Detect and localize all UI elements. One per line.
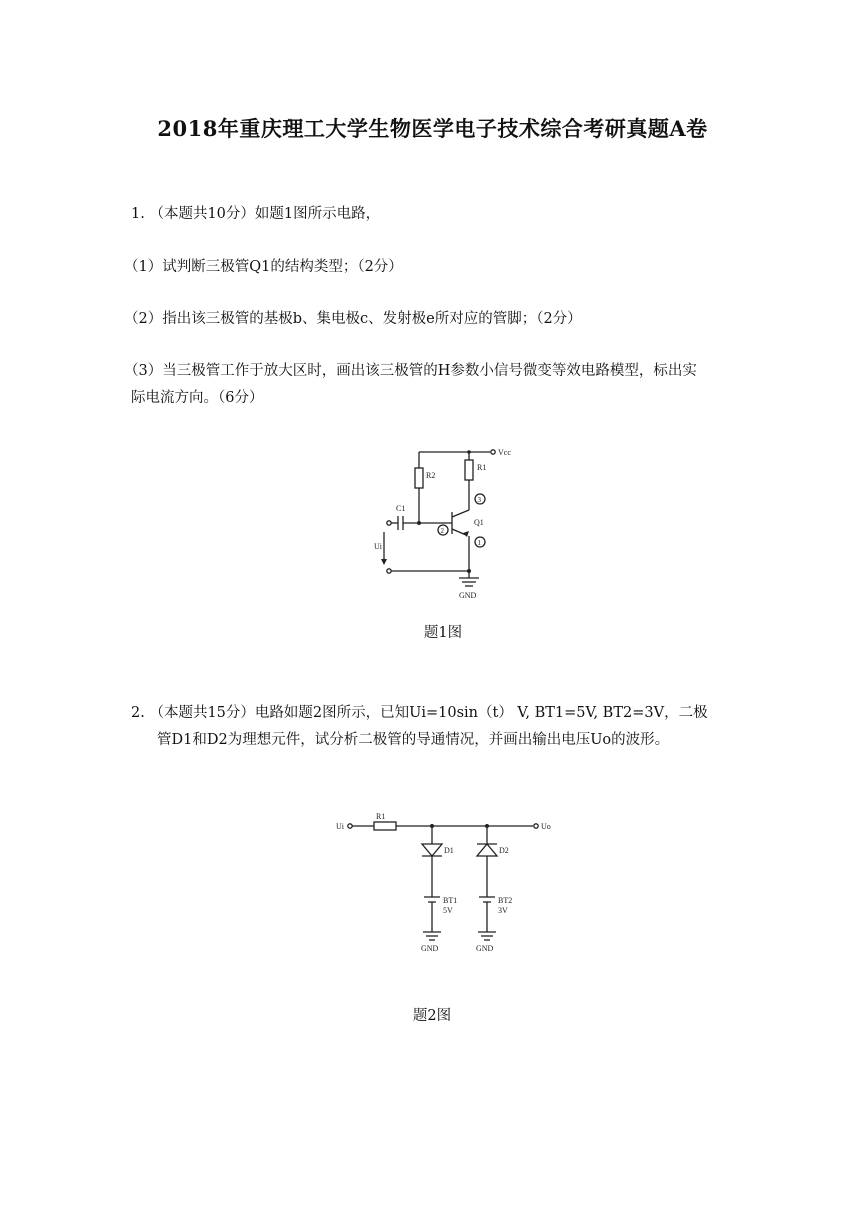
figure-2-circuit — [330, 808, 560, 968]
fig1-gnd-label: GND — [459, 591, 477, 600]
fig2-ui-label: Ui — [336, 822, 344, 831]
fig2-d1-label: D1 — [444, 846, 454, 855]
fig1-r1-label: R1 — [477, 463, 487, 472]
fig1-r2-label: R2 — [426, 471, 436, 480]
fig1-ui-label: Ui — [374, 542, 382, 551]
q1-part2: （2）指出该三极管的基极b、集电极c、发射极e所对应的管脚；（2分） — [124, 311, 582, 327]
fig2-bt1-label: BT1 — [443, 896, 458, 905]
figure-1-caption: 题1图 — [423, 625, 463, 641]
fig1-pin2-label: 2 — [440, 527, 444, 535]
fig2-gnd1-label: GND — [421, 944, 439, 953]
figure-1-circuit — [370, 440, 530, 605]
q1-part3-line1: （3）当三极管工作于放大区时，画出该三极管的H参数小信号微变等效电路模型，标出实 — [124, 363, 697, 379]
q1-part1: （1）试判断三极管Q1的结构类型；（2分） — [124, 259, 403, 275]
fig1-vcc-label: Vcc — [498, 448, 511, 457]
fig1-pin3-label: 3 — [477, 496, 481, 504]
q2-line1: 2. （本题共15分）电路如题2图所示，已知Ui=10sin（t） V, BT1=5V, BT2=3V，二极 — [131, 705, 708, 721]
q1-intro: 1. （本题共10分）如题1图所示电路， — [131, 206, 381, 222]
fig2-gnd2-label: GND — [476, 944, 494, 953]
fig2-d2-label: D2 — [499, 846, 509, 855]
fig2-uo-label: Uo — [541, 822, 551, 831]
fig2-r1-label: R1 — [376, 812, 386, 821]
page-title: 2018年重庆理工大学生物医学电子技术综合考研真题A卷 — [157, 116, 708, 141]
figure-2-caption: 题2图 — [412, 1008, 452, 1024]
q2-line2: 管D1和D2为理想元件，试分析二极管的导通情况，并画出输出电压Uo的波形。 — [157, 732, 670, 748]
q1-part3-line2: 际电流方向。（6分） — [131, 390, 264, 406]
fig2-bt1-voltage: 5V — [443, 906, 453, 915]
fig2-bt2-label: BT2 — [498, 896, 513, 905]
fig1-q1-label: Q1 — [474, 518, 484, 527]
fig1-pin1-label: 1 — [477, 539, 481, 547]
fig1-c1-label: C1 — [396, 504, 406, 513]
fig2-bt2-voltage: 3V — [498, 906, 508, 915]
